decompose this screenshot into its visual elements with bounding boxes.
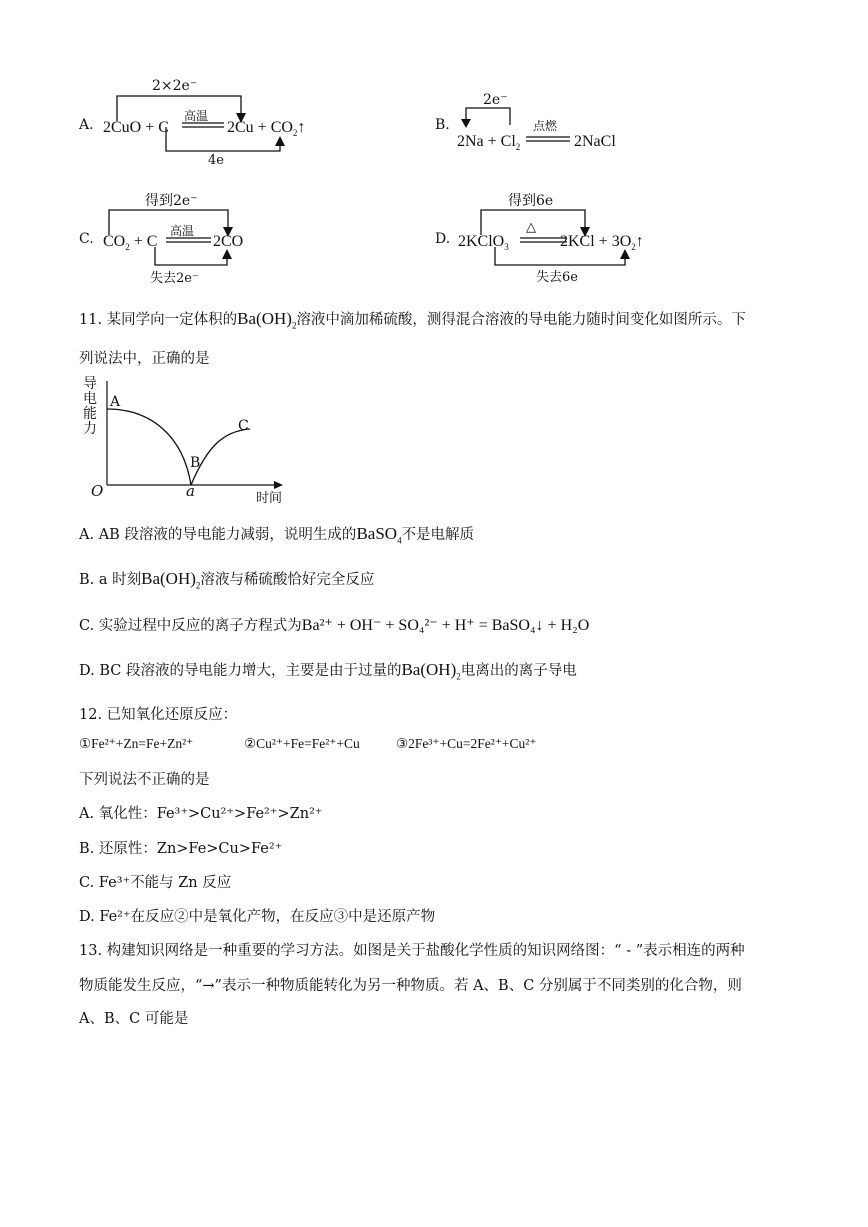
option-d-bottom-label: 失去6e <box>536 270 578 285</box>
option-c-reactants: $CO_2 + C$ <box>103 233 158 253</box>
chart-point-a: A <box>110 394 121 410</box>
q12-reaction-1: ①Fe²⁺+Zn=Fe+Zn²⁺ <box>79 736 194 751</box>
chart-origin: O <box>91 482 104 500</box>
q12-option-d[interactable]: D. Fe²⁺在反应②中是氧化产物，在反应③中是还原产物 <box>79 909 436 925</box>
option-b-products: 2NaCl <box>574 133 616 150</box>
option-c-condition: 高温 <box>170 224 195 238</box>
q12-prompt: 下列说法不正确的是 <box>79 772 210 788</box>
q11-option-c[interactable]: C. 实验过程中反应的离子方程式为Ba²⁺ + OH⁻ + SO₄²⁻ + H⁺ = BaSO₄↓ + H₂O <box>79 617 590 634</box>
chart-x-label: 时间 <box>256 491 283 506</box>
option-a-bottom-label: 4e <box>208 153 224 168</box>
option-d-top-label: 得到6e <box>508 193 554 209</box>
q13-stem-line3: A、B、C 可能是 <box>79 1011 189 1027</box>
curve-ab <box>107 409 191 485</box>
option-d-reactants: 2KClO$_3$ <box>458 233 509 253</box>
option-a-label: A. <box>79 117 94 133</box>
q12-reaction-3: ③2Fe³⁺+Cu=2Fe²⁺+Cu²⁺ <box>396 736 537 751</box>
option-c-top-label: 得到2e⁻ <box>145 193 198 209</box>
q12-option-a[interactable]: A. 氧化性：Fe³⁺>Cu²⁺>Fe²⁺>Zn²⁺ <box>79 806 323 822</box>
option-d-label: D. <box>435 231 451 247</box>
q12-stem: 12. 已知氧化还原反应： <box>79 707 238 723</box>
option-c-products: 2CO <box>213 233 244 250</box>
option-c-bottom-label: 失去2e⁻ <box>150 271 199 286</box>
q13-stem-line1: 13. 构建知识网络是一种重要的学习方法。如图是关于盐酸化学性质的知识网络图：“ - ”表示相连的两种 <box>79 943 745 959</box>
option-a-reactants: 2CuO + C <box>103 119 169 136</box>
option-b-condition: 点燃 <box>533 119 558 133</box>
option-b-top-label: 2e⁻ <box>483 92 508 108</box>
option-d-products: $2KCl + 3O_2↑$ <box>560 233 644 253</box>
chart-point-c: C <box>238 418 249 434</box>
q12-reaction-2: ②Cu²⁺+Fe=Fe²⁺+Cu <box>244 736 360 751</box>
q11-stem-line2: 列说法中，正确的是 <box>79 351 210 367</box>
option-a-products: $2Cu + CO_2↑$ <box>227 119 306 139</box>
q12-option-b[interactable]: B. 还原性：Zn>Fe>Cu>Fe²⁺ <box>79 841 283 857</box>
q11-option-d[interactable]: D. BC 段溶液的导电能力增大，主要是由于过量的$Ba(OH)_2$电离出的离子导电 <box>79 660 577 682</box>
option-d-condition: △ <box>526 220 536 235</box>
option-b-label: B. <box>435 117 450 133</box>
option-c-label: C. <box>79 231 94 247</box>
option-a-top-label: 2×2e⁻ <box>152 78 198 94</box>
q11-option-b[interactable]: B. a 时刻$Ba(OH)_2$溶液与稀硫酸恰好完全反应 <box>79 569 375 591</box>
q11-option-a[interactable]: A. AB 段溶液的导电能力减弱，说明生成的BaSO$_4$不是电解质 <box>79 524 475 546</box>
q11-stem-line1: 11. 某同学向一定体积的$Ba(OH)_2$溶液中滴加稀硫酸，测得混合溶液的导电能力随时间变化如图所示。下 <box>79 309 746 331</box>
option-b-reactants: $2Na + Cl_2$ <box>457 133 521 153</box>
chart-x-mark: a <box>186 482 195 500</box>
q12-option-c[interactable]: C. Fe³⁺不能与 Zn 反应 <box>79 875 232 891</box>
option-a-condition: 高温 <box>184 109 209 123</box>
q13-stem-line2: 物质能发生反应，“→”表示一种物质能转化为另一种物质。若 A、B、C 分别属于不同类别的化合物，则 <box>79 978 742 994</box>
chart-y-label: 导电能力 <box>83 376 97 437</box>
chart-point-b: B <box>190 455 201 471</box>
